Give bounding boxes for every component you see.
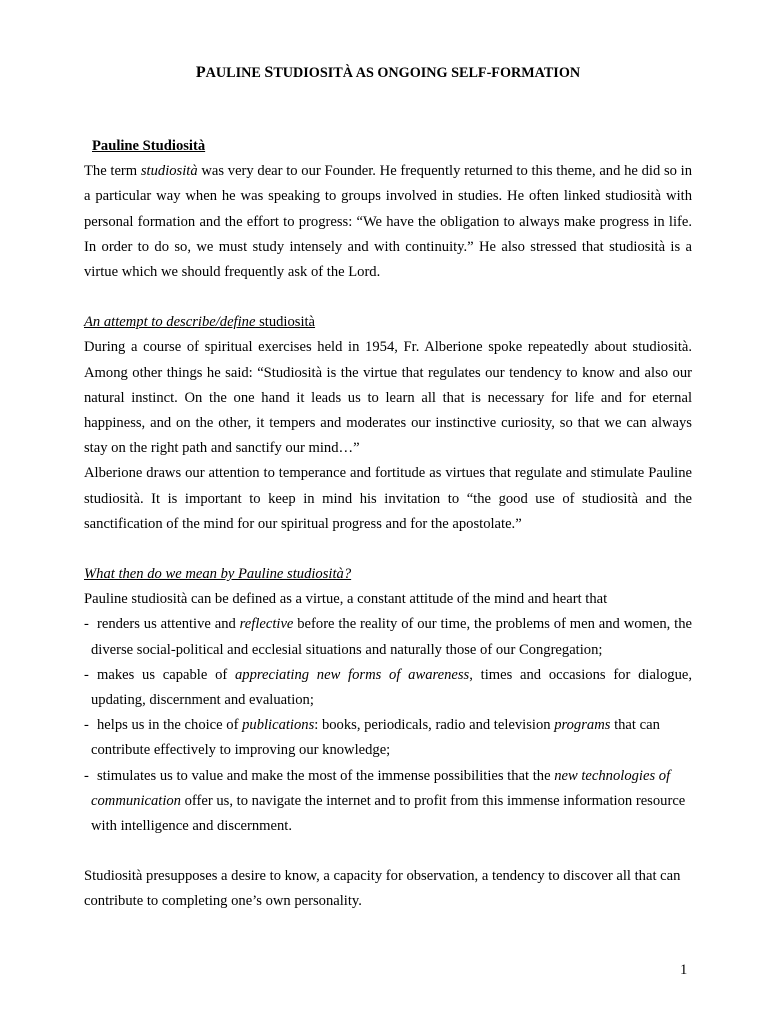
title-rest: TUDIOSITÀ AS ONGOING SELF-FORMATION xyxy=(273,65,581,81)
title-initial-p: P xyxy=(195,64,206,81)
text-run: before the reality of our time, the problems of men and women, the diverse social-political and ecclesial situations and naturally those of our Congregation; xyxy=(91,616,692,658)
text-run: helps us in the choice of xyxy=(97,717,243,734)
section-heading-what-then xyxy=(84,562,692,587)
paragraph-founder xyxy=(84,159,692,285)
list-item-publications xyxy=(84,713,692,763)
paragraph-spiritual-exercises: During a course of spiritual exercises held in 1954, Fr. Alberione spoke repeatedly about studiosità. Among other things he said: “Studiosità is the virtue that regulates our tendency to know and also our natural instinct. On the one hand it leads us to learn all that is necessary for life and for eternal happiness, and on the other, it tempers and moderates our instinctive curiosity, so that we can always stay on the right path and sanctify our mind…” xyxy=(84,339,692,457)
bullet-dash: - xyxy=(84,616,89,633)
paragraph-closing: Studiosità presupposes a desire to know, a capacity for observation, a tendency to discover all that can contribute to completing one’s own personality. xyxy=(84,868,681,910)
heading-text-run: studiosità xyxy=(255,314,316,331)
page-body xyxy=(84,58,692,915)
list-item-attentive xyxy=(84,612,692,662)
spacer xyxy=(84,285,692,310)
text-run: stimulates us to value and make the most of the immense possibilities that the xyxy=(97,767,555,784)
text-run: offer us, to navigate the internet and to profit from this immense information resource with intelligence and discernment. xyxy=(91,792,686,835)
list-item-capable xyxy=(84,663,692,713)
italic-run: studiosità xyxy=(140,163,198,180)
italic-run: publications xyxy=(242,717,315,734)
text-run: that can contribute effectively to improving our knowledge; xyxy=(91,717,660,759)
bullet-dash: - xyxy=(84,767,89,784)
heading-italic-run: An attempt to describe/define xyxy=(84,314,256,331)
paragraph-temperance: Alberione draws our attention to temperance and fortitude as virtues that regulate and stimulate Pauline studiosità. It is important to keep in mind his invitation to “the good use of studiosità and the sanctification of the mind for our spiritual progress and for the apostolate.” xyxy=(84,465,692,532)
title-initial-s: S xyxy=(264,64,274,81)
text-run: renders us attentive and xyxy=(97,616,240,633)
spacer xyxy=(84,839,692,864)
text-run: makes us capable of xyxy=(97,666,235,683)
document-title xyxy=(84,58,692,88)
italic-run: appreciating new forms of awareness xyxy=(235,666,470,683)
italic-run: reflective xyxy=(239,616,294,633)
italic-run: programs xyxy=(554,717,611,734)
spacer xyxy=(84,537,692,562)
italic-run: new technologies of communication xyxy=(91,767,671,809)
text-run: , times and occasions for dialogue, updating, discernment and evaluation; xyxy=(91,666,692,709)
paragraph-definition-intro: Pauline studiosità can be defined as a virtue, a constant attitude of the mind and heart that xyxy=(84,591,608,608)
bullet-dash: - xyxy=(84,666,89,683)
bullet-dash: - xyxy=(84,717,89,734)
title-word-pauline: AULINE xyxy=(205,65,265,81)
text-run: : books, periodicals, radio and television xyxy=(314,717,555,734)
page-number: 1 xyxy=(680,962,688,978)
text-run: The term xyxy=(84,163,141,180)
section-heading-pauline-studiosita: Pauline Studiosità xyxy=(92,138,206,154)
list-item-new-technologies xyxy=(84,764,692,840)
text-run: was very dear to our Founder. He frequently returned to this theme, and he did so in a particular way when he was speaking to groups involved in studies. He often linked studiosità with personal formation and the effort to progress: “We have the obligation to always make progress in life. In order to do so, we must study intensely and with continuity.” He also stressed that studiosità is a virtue which we should frequently ask of the Lord. xyxy=(84,163,692,281)
heading-italic-run: What then do we mean by Pauline studiosità? xyxy=(84,566,352,583)
section-heading-describe-define xyxy=(84,310,692,335)
